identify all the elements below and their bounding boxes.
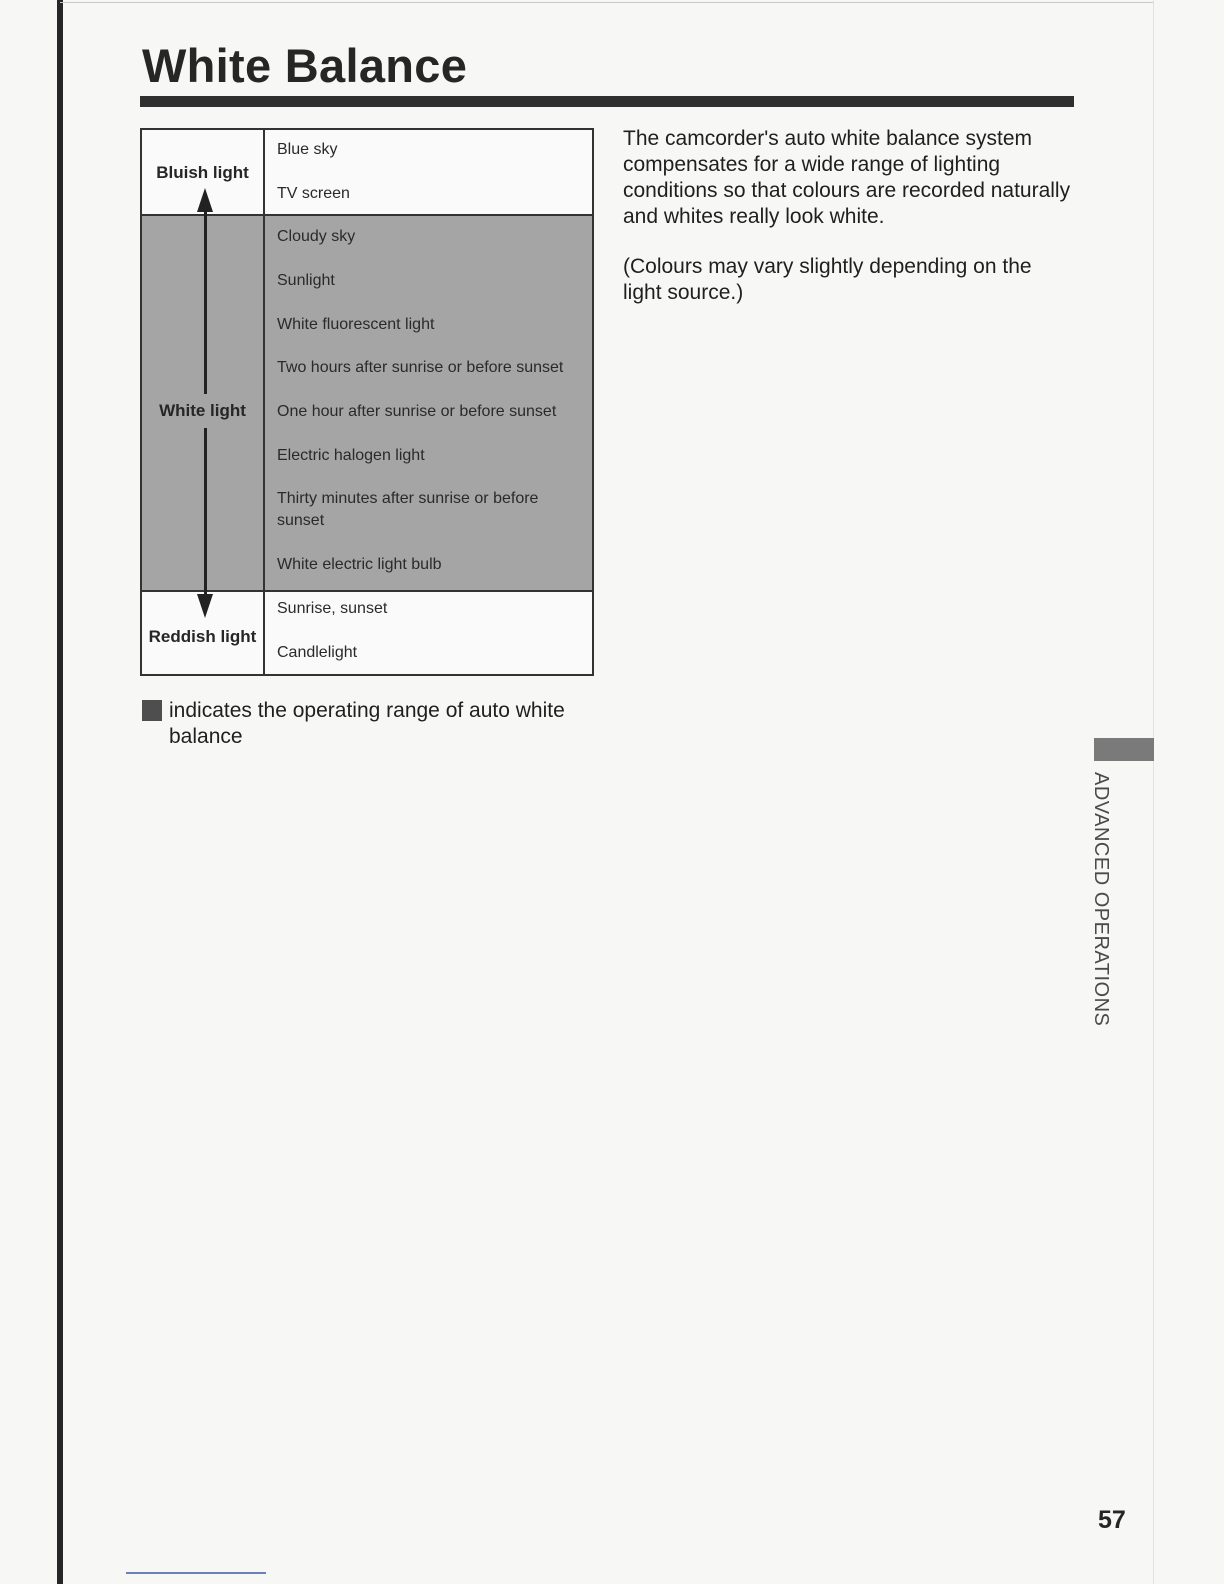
note-paragraph: (Colours may vary slightly depending on the light source.) <box>623 255 1032 304</box>
page-number: 57 <box>1098 1506 1126 1534</box>
source-row: Sunrise, sunset <box>277 600 388 617</box>
source-row: White electric light bulb <box>277 556 442 573</box>
source-row: Thirty minutes after sunrise or before sunset <box>277 490 539 529</box>
section-tab <box>1094 738 1154 761</box>
intro-paragraph: The camcorder's auto white balance system compensates for a wide range of lighting conditions so that colours are recorded naturally and whites really look white. <box>623 127 1071 228</box>
source-row: TV screen <box>277 185 350 202</box>
source-row: Candlelight <box>277 644 358 661</box>
axis-line-lower <box>204 428 207 598</box>
source-row: One hour after sunrise or before sunset <box>277 403 557 420</box>
source-row: Sunlight <box>277 272 335 289</box>
axis-line-upper <box>204 200 207 394</box>
column-divider <box>263 130 265 674</box>
source-row: White fluorescent light <box>277 316 435 333</box>
group-label-reddish: Reddish light <box>148 627 257 646</box>
arrow-down-icon <box>197 594 213 618</box>
page-title: White Balance <box>142 39 468 92</box>
source-row: Electric halogen light <box>277 447 425 464</box>
section-label: ADVANCED OPERATIONS <box>1090 772 1112 1027</box>
title-rule <box>140 96 1074 107</box>
page-bottom-mark <box>126 1572 266 1574</box>
source-row: Two hours after sunrise or before sunset <box>277 359 564 376</box>
white-balance-table <box>140 128 594 676</box>
source-row: Cloudy sky <box>277 228 356 245</box>
group-label-bluish: Bluish light <box>156 163 249 182</box>
source-row: Blue sky <box>277 141 338 158</box>
group-label-white: White light <box>159 401 246 420</box>
page-left-edge <box>57 0 63 1584</box>
page-right-edge <box>1153 0 1154 1584</box>
legend-text: indicates the operating range of auto white balance <box>169 699 565 748</box>
page-top-edge <box>60 2 1154 3</box>
legend-swatch <box>142 700 162 721</box>
